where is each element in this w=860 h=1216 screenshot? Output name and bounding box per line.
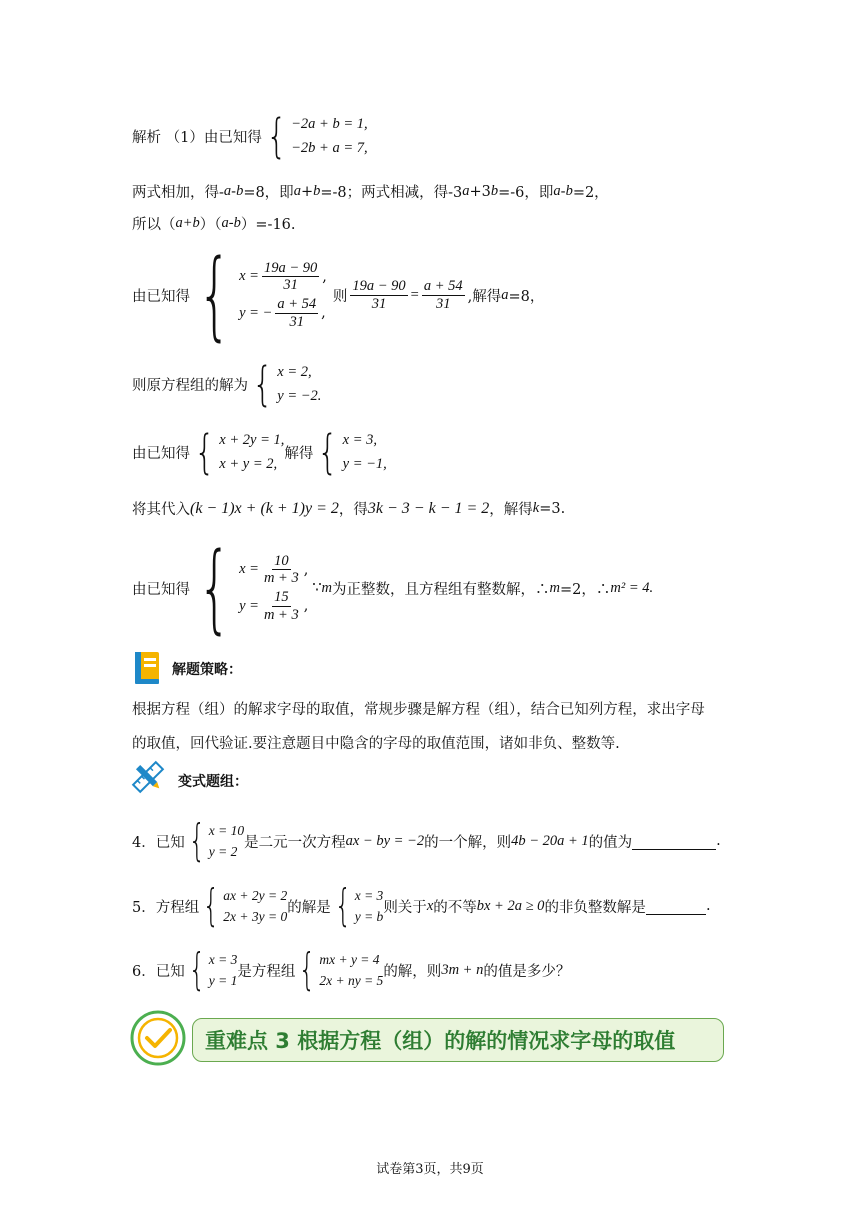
fraction: $\frac{10}{m + 3}$ (263, 552, 299, 587)
fraction: $\frac{a + 54}{31}$ (277, 296, 317, 330)
equation-system: x = 10 y = 2 (208, 823, 245, 859)
banner-title: 重难点 3 根据方程（组）的解的情况求字母的取值 (205, 1029, 676, 1053)
check-badge-icon (130, 1010, 186, 1066)
equation: −2a + b = 1, (291, 116, 368, 132)
ruler-pencil-icon (130, 759, 166, 795)
fraction: $\frac{15}{m + 3}$ (263, 589, 299, 623)
question-5: 5．方程组 { ax + 2y = 2 2x + 3y = 0 的解是 { x = 3 y = b 则关于 x 的不等 bx + 2a ≥ 0 的非负整数解是 . (132, 880, 711, 931)
book-icon (132, 651, 162, 685)
equation-system: mx + y = 4 2x + ny = 5 (319, 952, 384, 988)
analysis-block-6: 由已知得 { x = $\frac{10}{m + 3}$ , y = $\frac{15}{m + 3}$ , ∵ m 为正整数，且方程组有整数解，∴ m =2，∴ m² = 4. (132, 532, 654, 644)
analysis-line-2: 两式相加，得- a - b =8，即 a + b =-8；两式相减，得-3 a +3 b =-6，即 a - b =2， (132, 183, 609, 201)
equation-system: x = 2, y = −2. (277, 364, 322, 404)
analysis-line-3: 所以（ a+b ）（ a-b ）=-16. (132, 215, 296, 233)
fraction: $\frac{19a - 90}{31}$ (352, 277, 406, 312)
analysis-line-1 (132, 109, 368, 163)
analysis-block-2: 由已知得 { x = $\frac{19a - 90}{31}$ , y = − $\frac{a + 54}{31}$ , 则 $\frac{19a - 90}{31}$ = $\frac{a + 54}{31}$ ,解得 a =8， (132, 239, 545, 351)
equation-system: ax + 2y = 2 2x + 3y = 0 (223, 888, 288, 924)
equation-system: { −2a + b = 1, −2b + a = 7, (266, 109, 368, 163)
analysis-block-5: 将其代入 (k − 1)x + (k + 1)y = 2 ，得 3k − 3 − k − 1 = 2 ，解得 k =3. (132, 499, 566, 518)
fraction: $\frac{19a - 90}{31}$ (263, 259, 318, 294)
question-6: 6．已知 { x = 3 y = 1 是方程组 { mx + y = 4 2x + ny = 5 的解，则 3m + n 的值是多少？ (132, 944, 571, 995)
strategy-line-1: 根据方程（组）的解求字母的取值，常规步骤是解方程（组），结合已知列方程，求出字母 (132, 702, 705, 718)
strategy-title: 解题策略： (172, 662, 242, 678)
strategy-line-2: 的取值，回代验证.要注意题目中隐含的字母的取值范围，诸如非负、整数等. (132, 736, 620, 752)
page-footer: 试卷第3页，共9页 (376, 1162, 484, 1177)
variant-title: 变式题组： (178, 774, 248, 790)
equation-system: x = 3, y = −1, (342, 432, 387, 472)
equation-system: x = $\frac{10}{m + 3}$ , y = $\frac{15}{m + 3}$ , (239, 552, 309, 623)
fraction: $\frac{a + 54}{31}$ (423, 277, 463, 312)
analysis-block-4: 由已知得 { x + 2y = 1, x + y = 2, 解得 { x = 3, y = −1, (132, 425, 387, 479)
equation-system: x + 2y = 1, x + y = 2, (219, 432, 285, 472)
answer-blank[interactable] (632, 833, 716, 850)
answer-blank[interactable] (646, 898, 706, 915)
analysis-prefix: 解析 （1）由已知得 (132, 129, 262, 146)
analysis-block-3: 则原方程组的解为 { x = 2, y = −2. (132, 357, 322, 411)
equation-system: x = 3 y = b (354, 888, 384, 924)
equation-system: x = 3 y = 1 (208, 952, 238, 988)
question-4: 4．已知 { x = 10 y = 2 是二元一次方程 ax − by = −2 的一个解，则 4b − 20a + 1 的值为 . (132, 815, 721, 866)
equation: −2b + a = 7, (291, 140, 368, 156)
section-banner (192, 1018, 724, 1062)
equation-system: x = $\frac{19a - 90}{31}$ , y = − $\frac{a + 54}{31}$ , (239, 259, 327, 330)
